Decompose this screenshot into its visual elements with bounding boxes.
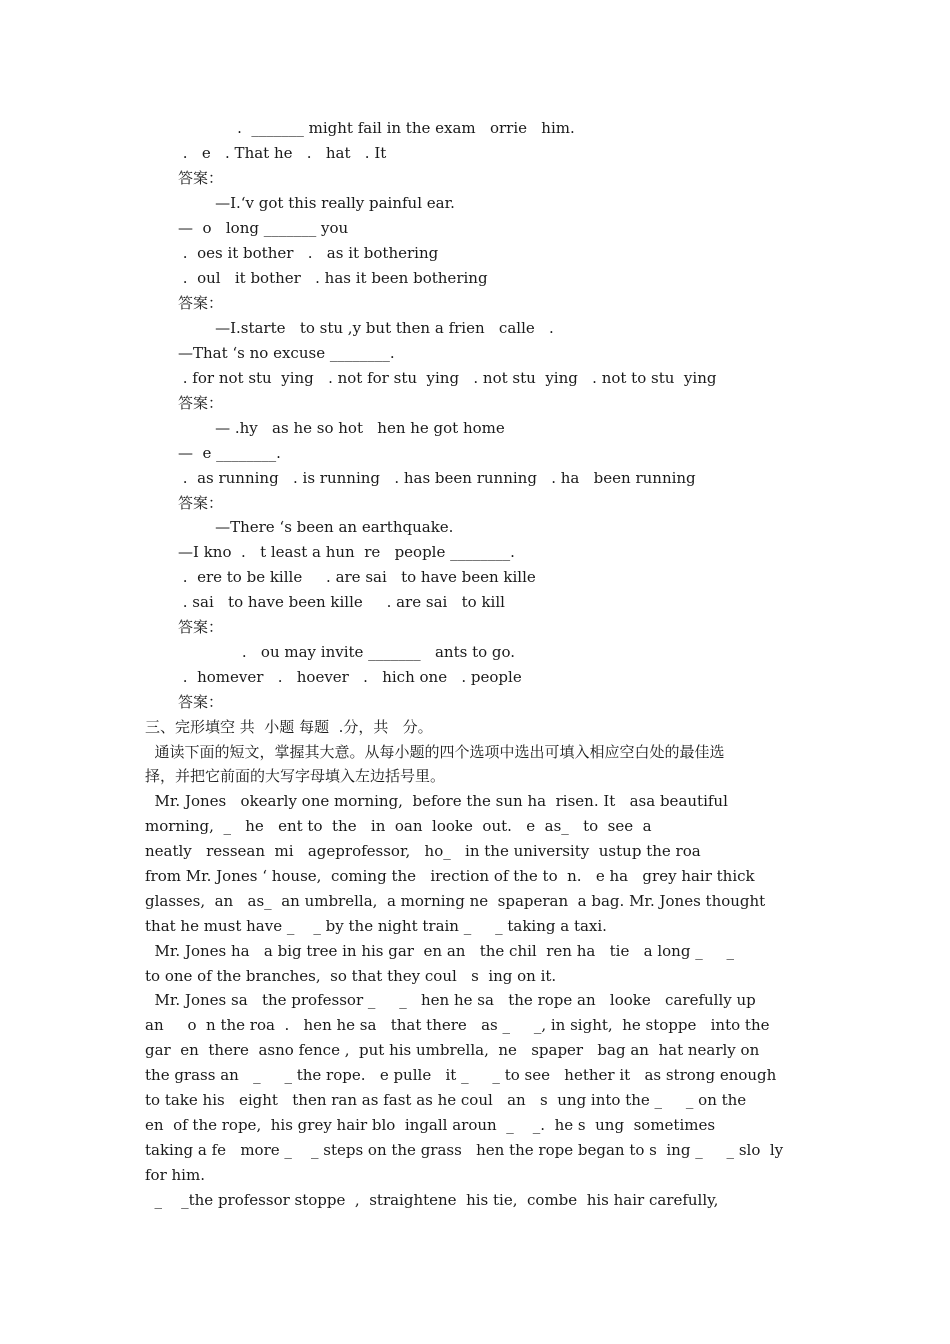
text-line: . as running . is running . has been running . ha been running <box>178 469 696 487</box>
text-line: . ou may invite _______ ants to go. <box>218 643 516 661</box>
section-heading: 三、完形填空 共 小题 每题 .分，共 分。 <box>145 718 433 736</box>
text-line: . sai to have been kille . are sai to kill <box>178 593 505 611</box>
text-line: . for not stu ying . not for stu ying . not stu ying . not to stu ying <box>178 369 717 387</box>
passage-line: gar en there asno fence , put his umbrella, ne spaper bag an hat nearly on <box>145 1041 760 1059</box>
answer-label: 答案： <box>178 394 224 412</box>
passage-line: morning, _ he ent to the in oan looke out. e as_ to see a <box>145 817 652 835</box>
passage-line: Mr. Jones sa the professor _ _ hen he sa the rope an looke carefully up <box>145 991 756 1009</box>
answer-label: 答案： <box>178 169 224 187</box>
text-line: . ere to be kille . are sai to have been kille <box>178 568 536 586</box>
text-line: . _______ might fail in the exam orrie him. <box>218 119 575 137</box>
text-line: . e . That he . hat . It <box>178 144 387 162</box>
passage-line: _ _the professor stoppe , straightene his tie, combe his hair carefully, <box>145 1191 719 1209</box>
passage-line: for him. <box>145 1166 205 1184</box>
text-line: —I kno . t least a hun re people ________. <box>178 543 515 561</box>
answer-label: 答案： <box>178 494 224 512</box>
text-line: —I.starte to stu ,y but then a frien calle . <box>196 319 554 337</box>
passage-line: to one of the branches, so that they coul s ing on it. <box>145 967 557 985</box>
passage-line: Mr. Jones ha a big tree in his gar en an the chil ren ha tie a long _ _ <box>145 942 735 960</box>
text-line: . homever . hoever . hich one . people <box>178 668 522 686</box>
answer-label: 答案： <box>178 618 224 636</box>
instructions: 择，并把它前面的大写字母填入左边括号里。 <box>145 767 446 785</box>
text-line: . oul it bother . has it been bothering <box>178 269 488 287</box>
instructions: 通读下面的短文，掌握其大意。从每小题的四个选项中选出可填入相应空白处的最佳选 <box>145 743 725 761</box>
text-line: —I.‘v got this really painful ear. <box>196 194 455 212</box>
text-line: —That ‘s no excuse ________. <box>178 344 395 362</box>
passage-line: neatly ressean mi ageprofessor, ho_ in the university ustup the roa <box>145 842 701 860</box>
text-line: . oes it bother . as it bothering <box>178 244 439 262</box>
passage-line: that he must have _ _ by the night train _ _ taking a taxi. <box>145 917 607 935</box>
text-line: — o long _______ you <box>178 219 349 237</box>
text-line: — e ________. <box>178 444 281 462</box>
passage-line: en of the rope, his grey hair blo ingall aroun _ _. he s ung sometimes <box>145 1116 716 1134</box>
passage-line: glasses, an as_ an umbrella, a morning ne spaperan a bag. Mr. Jones thought <box>145 892 766 910</box>
passage-line: from Mr. Jones ‘ house, coming the irection of the to n. e ha grey hair thick <box>145 867 755 885</box>
passage-line: the grass an _ _ the rope. e pulle it _ _ to see hether it as strong enough <box>145 1066 777 1084</box>
answer-label: 答案： <box>178 693 224 711</box>
answer-label: 答案： <box>178 294 224 312</box>
passage-line: an o n the roa . hen he sa that there as _ _, in sight, he stoppe into the <box>145 1016 770 1034</box>
passage-line: taking a fe more _ _ steps on the grass hen the rope began to s ing _ _ slo ly <box>145 1141 784 1159</box>
passage-line: Mr. Jones okearly one morning, before the sun ha risen. It asa beautiful <box>145 792 728 810</box>
passage-line: to take his eight then ran as fast as he coul an s ung into the _ _ on the <box>145 1091 747 1109</box>
text-line: — .hy as he so hot hen he got home <box>196 419 505 437</box>
text-line: —There ‘s been an earthquake. <box>196 518 454 536</box>
